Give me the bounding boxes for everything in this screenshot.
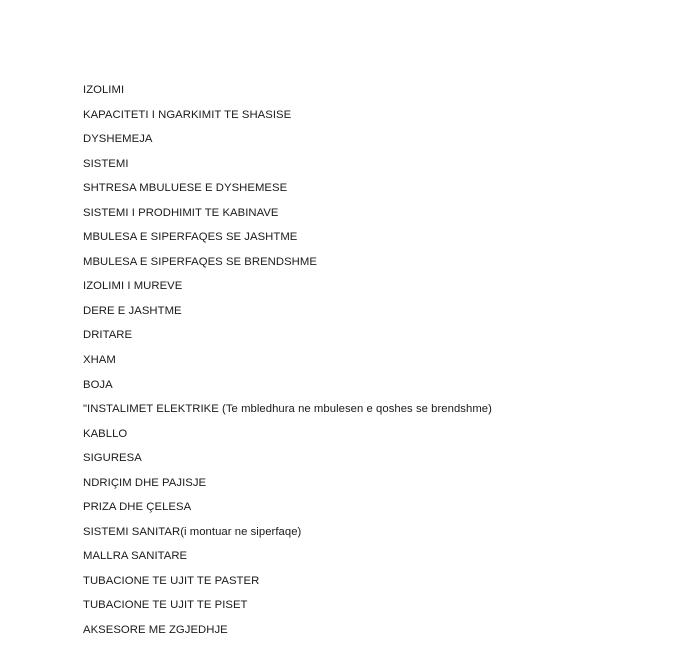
list-item: XHAM bbox=[83, 354, 116, 367]
list-item: AKSESORE ME ZGJEDHJE bbox=[83, 624, 228, 637]
list-item: MALLRA SANITARE bbox=[83, 550, 188, 563]
list-item: TUBACIONE TE UJIT TE PASTER bbox=[83, 574, 260, 587]
list-item: NDRIÇIM DHE PAJISJE bbox=[83, 476, 207, 489]
list-item: SISTEMI I PRODHIMIT TE KABINAVE bbox=[83, 206, 279, 219]
list-item: SIGURESA bbox=[83, 452, 142, 465]
list-item: SISTEMI SANITAR(i montuar ne siperfaqe) bbox=[83, 525, 302, 538]
specification-list bbox=[83, 81, 492, 646]
list-item: DERE E JASHTME bbox=[83, 304, 182, 317]
list-item: IZOLIMI bbox=[83, 84, 125, 96]
list-item: SISTEMI bbox=[83, 157, 129, 170]
list-item: "INSTALIMET ELEKTRIKE (Te mbledhura ne mbulesen e qoshes se brendshme) bbox=[83, 403, 492, 416]
list-item: KAPACITETI I NGARKIMIT TE SHASISE bbox=[83, 108, 292, 121]
list-item: MBULESA E SIPERFAQES SE JASHTME bbox=[83, 231, 298, 244]
list-item: PRIZA DHE ÇELESA bbox=[83, 501, 192, 514]
list-item: MBULESA E SIPERFAQES SE BRENDSHME bbox=[83, 255, 317, 268]
list-item: DRITARE bbox=[83, 329, 133, 342]
list-item: TUBACIONE TE UJIT TE PISET bbox=[83, 599, 248, 612]
list-item: KABLLO bbox=[83, 427, 128, 440]
list-item: DYSHEMEJA bbox=[83, 133, 153, 146]
list-item: SHTRESA MBULUESE E DYSHEMESE bbox=[83, 182, 288, 195]
list-item: IZOLIMI I MUREVE bbox=[83, 280, 183, 293]
list-item: BOJA bbox=[83, 378, 113, 391]
